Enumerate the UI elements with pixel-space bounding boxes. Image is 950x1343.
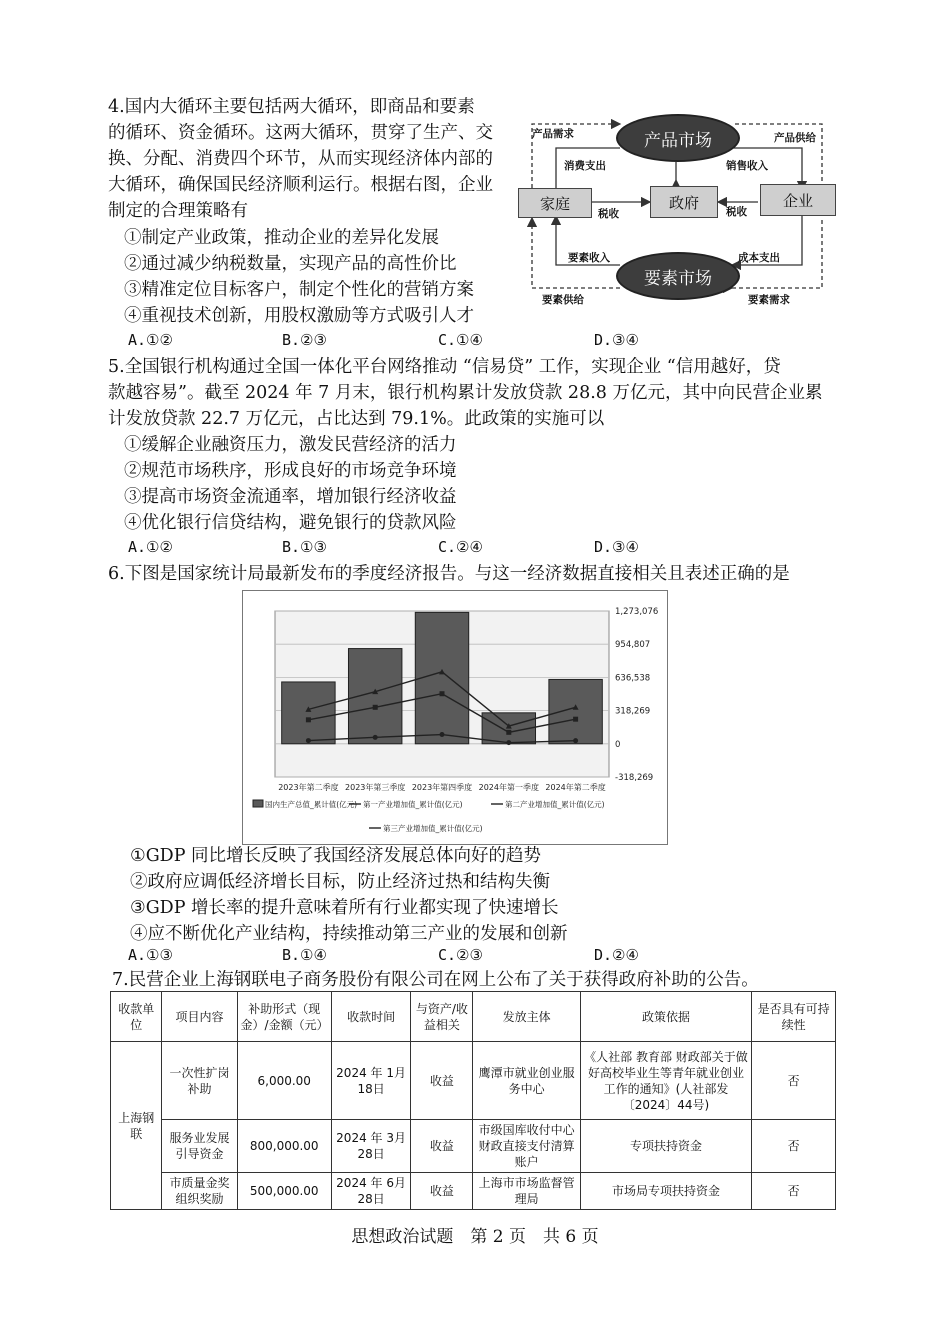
q7-stem: 7.民营企业上海钢联电子商务股份有限公司在网上公布了关于获得政府补助的公告。 (112, 970, 759, 990)
series-point (373, 705, 378, 710)
q4-choice-d[interactable]: D.③④ (594, 331, 639, 349)
page-footer: 思想政治试题 第 2 页 共 6 页 (351, 1227, 599, 1247)
q5-stem-line: 计发放贷款 22.7 万亿元，占比达到 79.1%。此政策的实施可以 (108, 409, 605, 429)
table-cell: 否 (752, 1173, 836, 1210)
header-cell: 收款单位 (111, 992, 162, 1042)
table-row (111, 1173, 836, 1210)
label-cost: 成本支出 (738, 252, 780, 264)
table-header-row (111, 992, 836, 1042)
header-cell: 是否具有可持续性 (752, 992, 836, 1042)
q5-options (124, 432, 457, 536)
label-sales-income: 销售收入 (726, 160, 768, 172)
series-point (573, 717, 578, 722)
q6-option: ③GDP 增长率的提升意味着所有行业都实现了快速增长 (130, 898, 559, 918)
series-point (373, 735, 378, 740)
header-cell: 补助形式（现金）/金额（元） (237, 992, 331, 1042)
y-tick-label: 954,807 (615, 640, 651, 651)
table-cell: 鹰潭市就业创业服务中心 (473, 1042, 580, 1120)
y-tick-label: -318,269 (615, 773, 654, 783)
q6-stem: 6.下图是国家统计局最新发布的季度经济报告。与这一经济数据直接相关且表述正确的是 (108, 564, 790, 584)
q6-option: ④应不断优化产业结构，持续推动第三产业的发展和创新 (130, 924, 568, 944)
q5-option: ②规范市场秩序，形成良好的市场竞争环境 (124, 461, 457, 481)
header-cell: 发放主体 (473, 992, 580, 1042)
q4-stem (108, 94, 508, 224)
table-cell: 否 (752, 1042, 836, 1120)
q4-stem-line: 4.国内大循环主要包括两大循环，即商品和要素 (108, 97, 475, 117)
table-cell: 收益 (411, 1120, 473, 1173)
q4-options (124, 225, 474, 329)
label-product-supply: 产品供给 (774, 132, 816, 144)
q4-stem-line: 换、分配、消费四个环节，从而实现经济体内部的 (108, 149, 493, 169)
label-product-demand: 产品需求 (532, 128, 574, 140)
x-tick-label: 2023年第四季度 (411, 783, 473, 792)
q5-choice-b[interactable]: B.①③ (282, 538, 327, 556)
table-cell: 500,000.00 (237, 1173, 331, 1210)
legend-label: 第二产业增加值_累计值(亿元) (505, 800, 605, 809)
q4-stem-line: 大循环，确保国民经济顺利运行。根据右图，企业 (108, 175, 493, 195)
table-cell: 收益 (411, 1173, 473, 1210)
series-point (573, 738, 578, 743)
q5-choice-d[interactable]: D.③④ (594, 538, 639, 556)
q5-choice-a[interactable]: A.①② (128, 538, 173, 556)
q5-option: ①缓解企业融资压力，激发民营经济的活力 (124, 435, 457, 455)
table-cell: 2024 年 6月28日 (331, 1173, 410, 1210)
subsidy-table (110, 991, 836, 1210)
q5-choice-c[interactable]: C.②④ (438, 538, 483, 556)
table-cell: 《人社部 教育部 财政部关于做好高校毕业生等青年就业创业工作的通知》(人社部发〔2024〕44号) (580, 1042, 752, 1120)
label-factor-income: 要素收入 (568, 252, 610, 264)
q6-choice-a[interactable]: A.①③ (128, 946, 173, 964)
table-cell: 上海市市场监督管理局 (473, 1173, 580, 1210)
header-cell: 与资产/收益相关 (411, 992, 473, 1042)
q6-option: ②政府应调低经济增长目标，防止经济过热和结构失衡 (130, 872, 550, 892)
table-row (111, 1120, 836, 1173)
government-node: 政府 (650, 186, 718, 218)
series-point (440, 732, 445, 737)
legend-label: 第一产业增加值_累计值(亿元) (363, 800, 463, 809)
gdp-chart-svg (243, 591, 667, 844)
y-tick-label: 0 (615, 739, 621, 750)
y-tick-label: 1,273,076 (615, 607, 659, 617)
q4-choice-c[interactable]: C.①④ (438, 331, 483, 349)
q5-option: ③提高市场资金流通率，增加银行经济收益 (124, 487, 457, 507)
label-consumption: 消费支出 (564, 160, 606, 172)
table-cell: 6,000.00 (237, 1042, 331, 1120)
table-row (111, 1042, 836, 1120)
x-tick-label: 2024年第二季度 (545, 783, 606, 792)
q4-option: ①制定产业政策，推动企业的差异化发展 (124, 228, 439, 248)
table-cell: 市级国库收付中心财政直接支付清算账户 (473, 1120, 580, 1173)
gdp-chart (242, 590, 668, 845)
q6-choice-c[interactable]: C.②③ (438, 946, 483, 964)
q4-choice-a[interactable]: A.①② (128, 331, 173, 349)
unit-cell: 上海钢联 (111, 1042, 162, 1210)
q4-option: ④重视技术创新，用股权激励等方式吸引人才 (124, 306, 474, 326)
gdp-bar (549, 679, 602, 743)
household-node: 家庭 (518, 188, 592, 218)
y-tick-label: 318,269 (615, 706, 651, 717)
series-point (506, 740, 511, 745)
q6-choice-b[interactable]: B.①④ (282, 946, 327, 964)
table-cell: 市场局专项扶持资金 (580, 1173, 752, 1210)
header-cell: 项目内容 (162, 992, 237, 1042)
label-factor-supply: 要素供给 (542, 294, 584, 306)
legend-label: 第三产业增加值_累计值(亿元) (383, 824, 483, 833)
legend-swatch (253, 800, 263, 807)
q5-stem (108, 354, 848, 432)
table-cell: 800,000.00 (237, 1120, 331, 1173)
table-cell: 服务业发展引导资金 (162, 1120, 237, 1173)
q4-option: ②通过减少纳税数量，实现产品的高性价比 (124, 254, 457, 274)
table-cell: 收益 (411, 1042, 473, 1120)
table-cell: 否 (752, 1120, 836, 1173)
header-cell: 政策依据 (580, 992, 752, 1042)
legend-label: 国内生产总值_累计值(亿元) (265, 800, 358, 809)
header-cell: 收款时间 (331, 992, 410, 1042)
enterprise-node: 企业 (760, 184, 836, 216)
q5-stem-line: 款越容易”。截至 2024 年 7 月末，银行机构累计发放贷款 28.8 万亿元，其中向民营企业累 (108, 383, 823, 403)
series-point (506, 730, 511, 735)
table-cell: 专项扶持资金 (580, 1120, 752, 1173)
q5-stem-line: 5.全国银行机构通过全国一体化平台网络推动 “信易贷” 工作，实现企业 “信用越好，贷 (108, 357, 781, 377)
q6-choice-d[interactable]: D.②④ (594, 946, 639, 964)
label-tax-right: 税收 (726, 206, 747, 218)
series-point (306, 717, 311, 722)
gdp-bar (282, 682, 335, 744)
x-tick-label: 2023年第二季度 (278, 783, 339, 792)
q6-option: ①GDP 同比增长反映了我国经济发展总体向好的趋势 (130, 846, 542, 866)
q4-stem-line: 制定的合理策略有 (108, 201, 248, 221)
x-tick-label: 2024年第一季度 (478, 783, 539, 792)
q4-choice-b[interactable]: B.②③ (282, 331, 327, 349)
label-factor-demand: 要素需求 (748, 294, 790, 306)
q4-stem-line: 的循环、资金循环。这两大循环，贯穿了生产、交 (108, 123, 493, 143)
q4-option: ③精准定位目标客户，制定个性化的营销方案 (124, 280, 474, 300)
q5-option: ④优化银行信贷结构，避免银行的贷款风险 (124, 513, 457, 533)
label-tax-left: 税收 (598, 208, 619, 220)
series-point (306, 738, 311, 743)
product-market-node: 产品市场 (616, 114, 740, 162)
economic-cycle-diagram (512, 110, 842, 310)
table-cell: 2024 年 3月28日 (331, 1120, 410, 1173)
table-cell: 市质量金奖组织奖励 (162, 1173, 237, 1210)
q6-options (130, 843, 568, 947)
table-cell: 一次性扩岗补助 (162, 1042, 237, 1120)
table-cell: 2024 年 1月18日 (331, 1042, 410, 1120)
factor-market-node: 要素市场 (616, 252, 740, 300)
y-tick-label: 636,538 (615, 673, 651, 684)
series-point (440, 691, 445, 696)
x-tick-label: 2023年第三季度 (345, 783, 406, 792)
